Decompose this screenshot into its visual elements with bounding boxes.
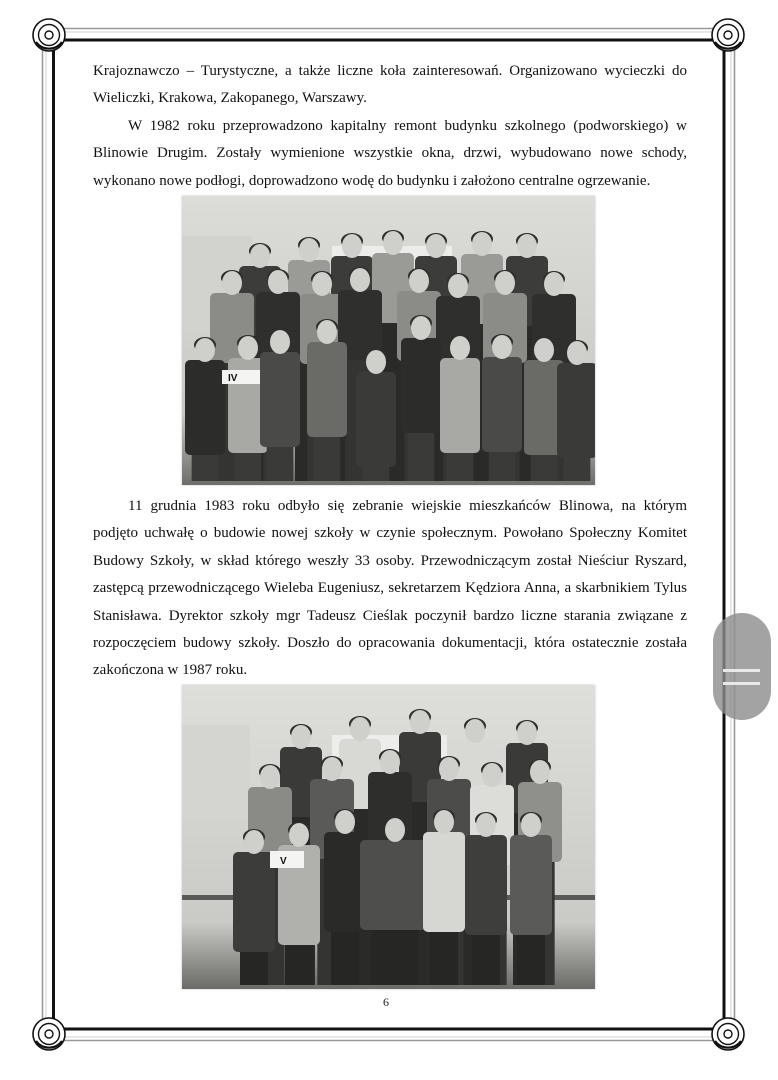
corner-ornament-bottom-left [33,1018,65,1050]
paragraph-committee-1983: 11 grudnia 1983 roku odbyło się zebranie wiejskie mieszkańców Blinowa, na którym podjęto uchwałę o budowie nowej szkoły w czynie społecznym. Powołano Społeczny Komitet Budowy Szkoły, w skład którego weszły 33 osoby. Przewodniczącym został Nieściur Ryszard, zastępcą przewodniczącego Wieleba Eugeniusz, sekretarzem Kędziora Anna, a skarbnikiem Tylus Stanisława. Dyrektor szkoły mgr Tadeusz Cieślak poczynił bardzo liczne starania związane z rozpoczęciem budowy szkoły. Doszło do opracowania dokumentacji, która ostatecznie została zakończona w 1987 roku. [93,498,687,679]
photo-sign-iv: IV [228,373,238,384]
drag-handle-bar-bottom [723,682,760,685]
class-photo-v-image [182,685,595,989]
class-photo-iv-image [182,196,595,485]
page-number: 6 [383,995,389,1009]
corner-ornament-top-right [712,19,744,51]
class-photo-v [182,685,595,989]
photo-iv-people [185,230,595,481]
paragraph-activities: Krajoznawczo – Turystyczne, a także liczne koła zainteresowań. Organizowano wycieczki do Wieliczki, Krakowa, Zakopanego, Warszawy. [93,63,687,107]
drag-handle-bar-top [723,669,760,672]
text-block-middle [93,493,687,685]
corner-ornament-top-left [33,19,65,51]
paragraph-renovation-1982: W 1982 roku przeprowadzono kapitalny remont budynku szkolnego (podworskiego) w Blinowie Drugim. Zostały wymienione wszystkie okna, drzwi, wybudowano nowe schody, wykonano nowe podłogi, doprowadzono wodę do budynku i założono centralne ogrzewanie. [93,117,687,189]
text-block-top [93,58,687,195]
class-photo-iv [182,196,595,485]
corner-ornament-bottom-right [712,1018,744,1050]
photo-sign-v: V [280,856,287,867]
side-drag-handle[interactable] [713,613,771,720]
